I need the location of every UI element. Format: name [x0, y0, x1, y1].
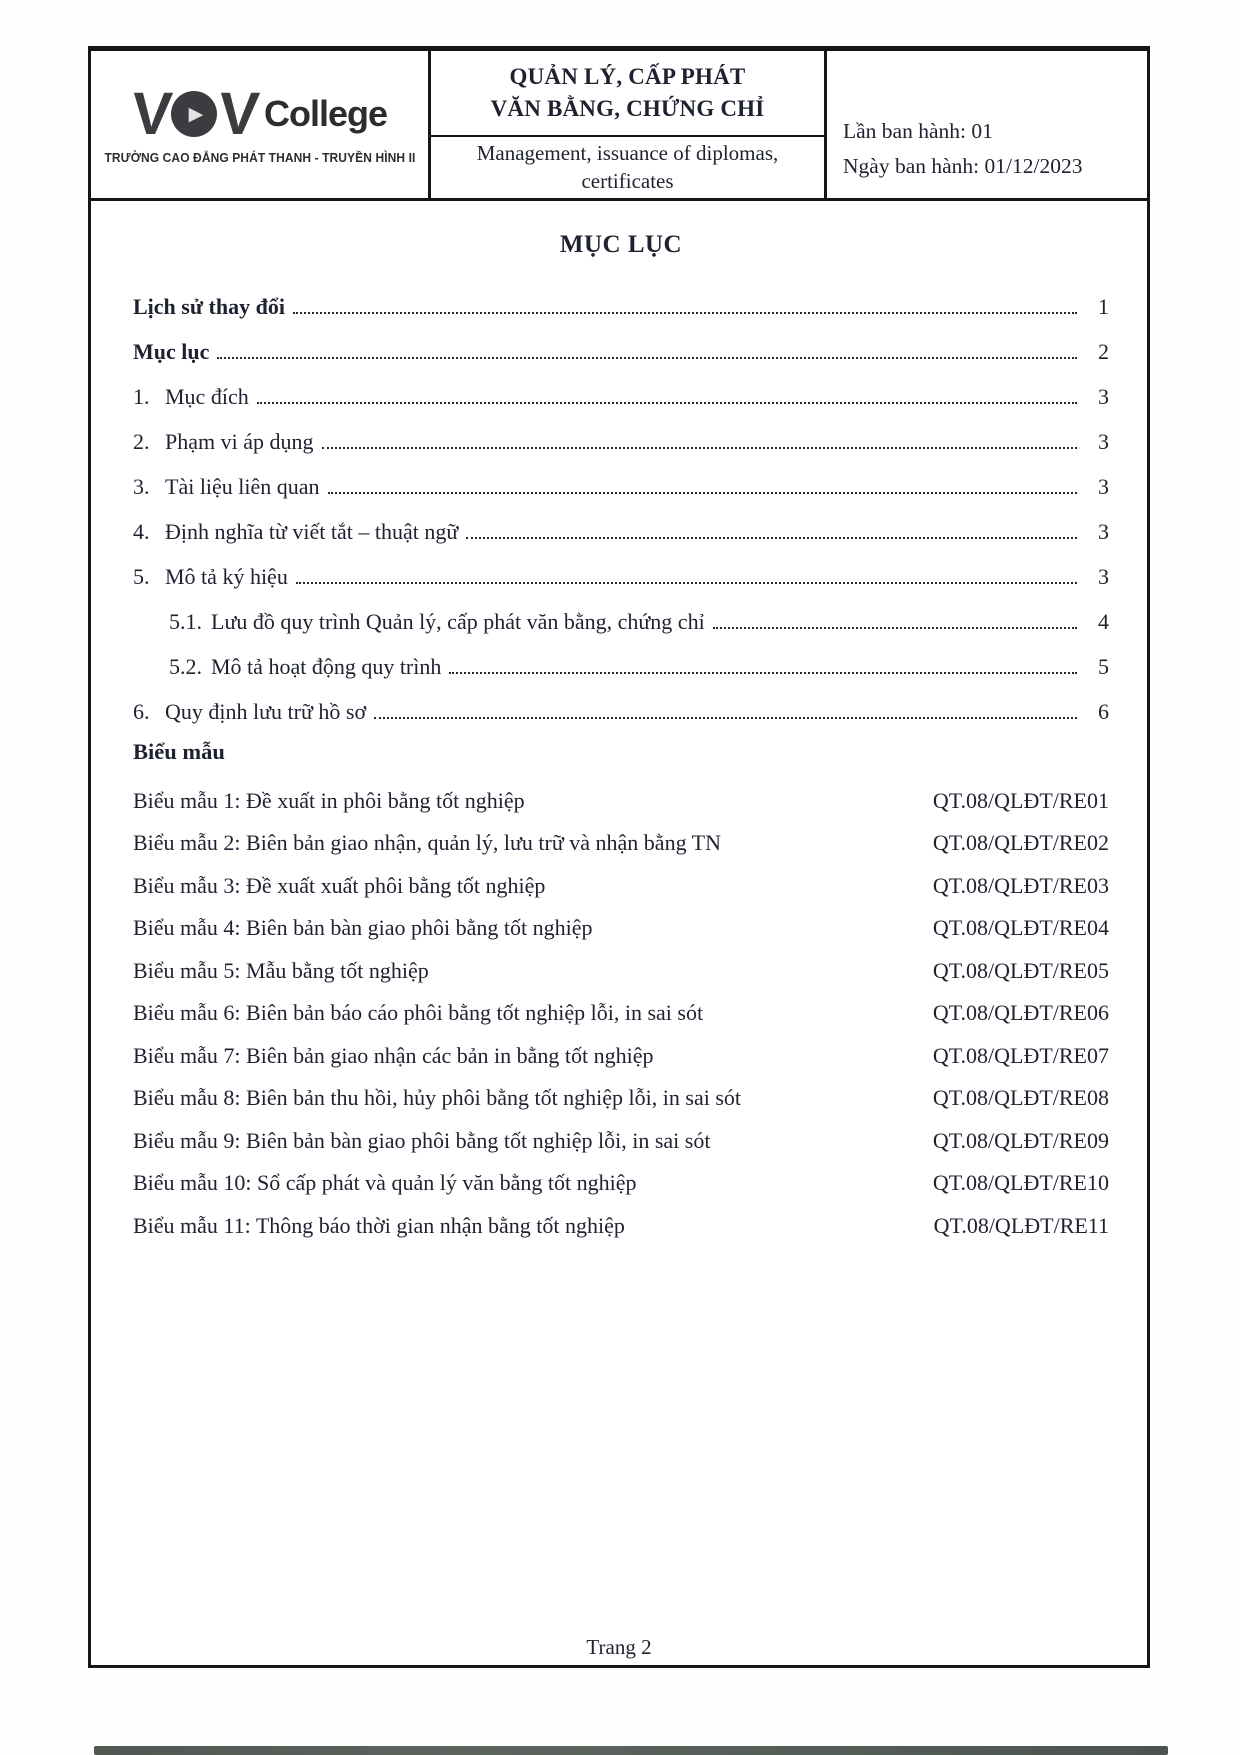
- toc-entry-page: 3: [1098, 519, 1109, 544]
- page-number-footer: Trang 2: [586, 1635, 652, 1659]
- toc-entry-label: Mô tả hoạt động quy trình: [211, 654, 442, 679]
- document-title-vi: [431, 51, 824, 137]
- dotted-leader: [466, 537, 1077, 539]
- toc-entry-label: Định nghĩa từ viết tắt – thuật ngữ: [165, 519, 459, 544]
- form-entry-name: Biểu mẫu 4: Biên bản bàn giao phôi bằng tốt nghiệp: [133, 915, 593, 940]
- form-entry-code: QT.08/QLĐT/RE02: [932, 830, 1109, 855]
- dotted-leader: [328, 492, 1077, 494]
- play-icon: ▶: [171, 91, 217, 137]
- dotted-leader: [449, 672, 1077, 674]
- toc-entry-page: 1: [1098, 294, 1109, 319]
- document-title-vi-line1: QUẢN LÝ, CẤP PHÁT: [509, 64, 746, 90]
- form-entry-name: Biểu mẫu 9: Biên bản bàn giao phôi bằng tốt nghiệp lỗi, in sai sót: [133, 1127, 711, 1153]
- document-title-cell: [431, 51, 827, 198]
- toc-title: MỤC LỤC: [559, 231, 683, 258]
- form-entry-code: QT.08/QLĐT/RE06: [932, 1000, 1109, 1025]
- form-entry-name: Biểu mẫu 6: Biên bản báo cáo phôi bằng tốt nghiệp lỗi, in sai sót: [133, 1000, 704, 1025]
- form-entry: [133, 1196, 1109, 1239]
- toc-entry: [133, 590, 1109, 635]
- form-entry: [133, 814, 1109, 857]
- form-entry: [133, 984, 1109, 1027]
- logo-college-text: College: [264, 93, 388, 134]
- toc-entry-page: 5: [1098, 654, 1109, 679]
- form-entry: [133, 771, 1109, 814]
- dotted-leader: [374, 717, 1077, 719]
- form-entry-code: QT.08/QLĐT/RE07: [932, 1042, 1109, 1068]
- toc-entry: [133, 320, 1109, 365]
- issue-date: Ngày ban hành: 01/12/2023: [843, 154, 1083, 179]
- form-entry: [133, 1069, 1109, 1112]
- toc-entry-page: 3: [1098, 384, 1109, 409]
- toc-entry-page: 3: [1098, 564, 1109, 589]
- issue-number: Lần ban hành: 01: [843, 119, 993, 144]
- form-entry-name: Biểu mẫu 8: Biên bản thu hồi, hủy phôi bằng tốt nghiệp lỗi, in sai sót: [133, 1085, 742, 1110]
- document-body: [91, 201, 1147, 1239]
- form-entry-code: QT.08/QLĐT/RE11: [933, 1212, 1109, 1238]
- form-entry-code: QT.08/QLĐT/RE09: [932, 1127, 1109, 1153]
- toc-entry-label: Mô tả ký hiệu: [165, 564, 288, 589]
- form-entry: [133, 1026, 1109, 1069]
- toc-entry: [133, 365, 1109, 410]
- forms-list: [133, 771, 1109, 1239]
- toc-entry-page: 3: [1098, 429, 1109, 454]
- toc-entry-number: 5.1.: [169, 609, 202, 634]
- form-entry-code: QT.08/QLĐT/RE04: [932, 915, 1109, 940]
- toc-entry-number: 5.: [133, 564, 150, 589]
- form-entry-name: Biểu mẫu 3: Đề xuất xuất phôi bằng tốt nghiệp: [133, 872, 546, 898]
- toc-entry-label: Mục đích: [165, 384, 249, 409]
- logo-letter-v: V: [129, 80, 172, 147]
- toc-entry: [133, 500, 1109, 545]
- dotted-leader: [293, 312, 1077, 314]
- dotted-leader: [296, 582, 1077, 584]
- document-title-en: Management, issuance of diplomas, certificates: [476, 141, 779, 193]
- toc-entry-page: 3: [1098, 474, 1109, 499]
- form-entry-name: Biểu mẫu 11: Thông báo thời gian nhận bằng tốt nghiệp: [133, 1212, 625, 1238]
- document-title-vi-line2: VĂN BẰNG, CHỨNG CHỈ: [490, 96, 765, 121]
- toc-entry: [133, 635, 1109, 680]
- toc-entry-label: Quy định lưu trữ hồ sơ: [165, 699, 367, 724]
- toc-entry: [133, 545, 1109, 590]
- form-entry-code: QT.08/QLĐT/RE10: [932, 1170, 1109, 1195]
- toc-entry-page: 4: [1098, 609, 1109, 634]
- form-entry-code: QT.08/QLĐT/RE03: [932, 872, 1109, 898]
- toc-entry-label: Lưu đồ quy trình Quản lý, cấp phát văn bằng, chứng chỉ: [211, 609, 705, 634]
- dotted-leader: [217, 357, 1077, 359]
- toc-entry-page: 2: [1098, 339, 1109, 364]
- toc-entry-number: 1.: [133, 384, 150, 409]
- form-entry: [133, 1154, 1109, 1197]
- logo-cell: [91, 51, 431, 198]
- toc-entry-label: Lịch sử thay đổi: [133, 294, 285, 319]
- dotted-leader: [713, 627, 1077, 629]
- dotted-leader: [322, 447, 1078, 449]
- toc-entry-number: 5.2.: [169, 654, 202, 679]
- toc-entry: [133, 680, 1109, 725]
- form-entry: [133, 1111, 1109, 1154]
- toc-entry: [133, 275, 1109, 320]
- form-entry-code: QT.08/QLĐT/RE08: [932, 1085, 1109, 1110]
- issue-info-cell: [827, 51, 1147, 198]
- toc-entry: [133, 410, 1109, 455]
- form-entry-name: Biểu mẫu 7: Biên bản giao nhận các bản in bằng tốt nghiệp: [133, 1042, 654, 1068]
- form-entry-name: Biểu mẫu 5: Mẫu bằng tốt nghiệp: [133, 957, 429, 983]
- vov-logo: [129, 80, 388, 147]
- form-entry: [133, 899, 1109, 942]
- scan-edge-artifact: [94, 1746, 1168, 1755]
- form-entry-name: Biểu mẫu 1: Đề xuất in phôi bằng tốt nghiệp: [133, 787, 525, 813]
- toc-list: [133, 275, 1109, 725]
- document-header: [91, 51, 1147, 201]
- form-entry: [133, 941, 1109, 984]
- form-entry-code: QT.08/QLĐT/RE01: [932, 787, 1109, 813]
- toc-entry-label: Tài liệu liên quan: [165, 474, 320, 499]
- form-entry-name: Biểu mẫu 2: Biên bản giao nhận, quản lý, lưu trữ và nhận bằng TN: [133, 830, 721, 855]
- toc-entry-page: 6: [1098, 699, 1109, 724]
- toc-entry-number: 3.: [133, 474, 150, 499]
- form-entry-name: Biểu mẫu 10: Sổ cấp phát và quản lý văn bằng tốt nghiệp: [133, 1170, 637, 1195]
- form-entry-code: QT.08/QLĐT/RE05: [932, 957, 1109, 983]
- logo-letter-v: V: [216, 80, 259, 147]
- logo-subtitle: TRƯỜNG CAO ĐẲNG PHÁT THANH - TRUYỀN HÌNH II: [104, 151, 415, 165]
- forms-section-title: Biểu mẫu: [133, 739, 225, 764]
- toc-entry-label: Mục lục: [133, 339, 210, 364]
- toc-entry-number: 4.: [133, 519, 150, 544]
- toc-entry-number: 6.: [133, 699, 150, 724]
- document-frame: [88, 46, 1150, 1668]
- toc-entry-number: 2.: [133, 429, 150, 454]
- form-entry: [133, 856, 1109, 899]
- dotted-leader: [257, 402, 1077, 404]
- toc-entry: [133, 455, 1109, 500]
- toc-entry-label: Phạm vi áp dụng: [165, 429, 314, 454]
